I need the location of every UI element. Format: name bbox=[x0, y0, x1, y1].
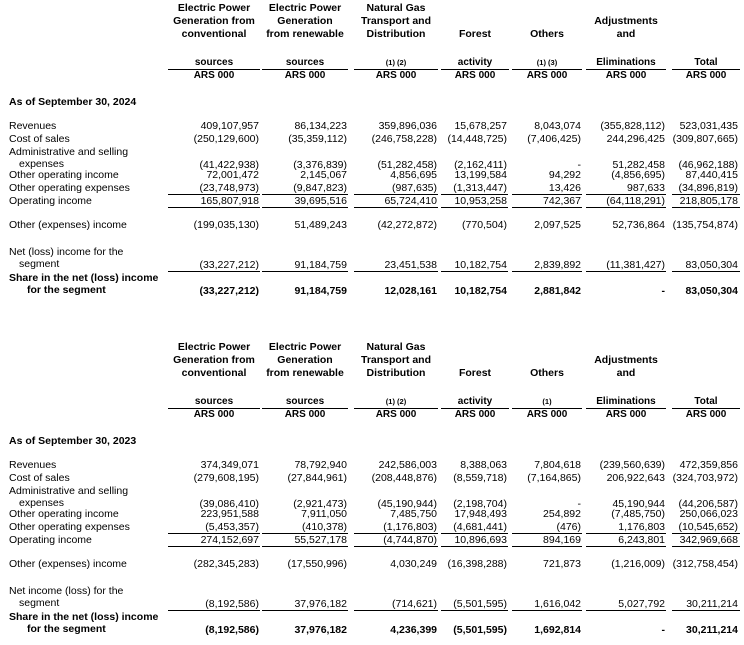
cell-value: (51,282,458) bbox=[377, 159, 437, 171]
cell-value: 78,792,940 bbox=[294, 459, 347, 471]
rule-line bbox=[168, 533, 260, 534]
cell-value: (5,453,357) bbox=[205, 521, 259, 533]
cell-value: (4,856,695) bbox=[611, 169, 665, 181]
cell-value: (35,359,112) bbox=[288, 133, 347, 145]
cell-value: 17,948,493 bbox=[454, 508, 507, 520]
cell-value: (246,758,228) bbox=[371, 133, 437, 145]
rule-line bbox=[512, 207, 582, 208]
cell-value: 83,050,304 bbox=[685, 285, 738, 297]
subheader-others: (1) ARS 000 bbox=[512, 396, 582, 421]
row-label: Cost of sales bbox=[9, 472, 70, 484]
cell-value: 165,807,918 bbox=[200, 195, 259, 207]
cell-value: (33,227,212) bbox=[199, 285, 259, 297]
column-subheaders bbox=[0, 396, 744, 422]
row-label: Revenues bbox=[9, 459, 57, 471]
cell-value: 37,976,182 bbox=[294, 598, 347, 610]
rule-line bbox=[354, 271, 438, 272]
cell-value: (410,378) bbox=[302, 521, 347, 533]
cell-value: 7,485,750 bbox=[390, 508, 437, 520]
header-forest: Forest bbox=[458, 367, 492, 379]
cell-value: (46,962,188) bbox=[678, 159, 738, 171]
table-row bbox=[0, 611, 744, 637]
row-label: Operating income bbox=[9, 534, 92, 546]
rule-line bbox=[586, 207, 666, 208]
column-headers bbox=[0, 339, 744, 395]
cell-value: (355,828,112) bbox=[600, 120, 665, 132]
cell-value: (9,847,823) bbox=[293, 182, 347, 194]
row-label: Net income (loss) for the segment bbox=[9, 585, 124, 609]
cell-value: (324,703,972) bbox=[672, 472, 738, 484]
row-label: Other (expenses) income bbox=[9, 558, 127, 570]
table-row bbox=[0, 219, 744, 232]
cell-value: 359,896,036 bbox=[378, 120, 437, 132]
header-renewable: Electric Power Generation from renewable bbox=[266, 2, 344, 40]
cell-value: (2,162,411) bbox=[454, 159, 507, 171]
header-forest: Forest bbox=[458, 28, 492, 40]
cell-value: (312,758,454) bbox=[672, 558, 738, 570]
row-label: Other operating income bbox=[9, 508, 119, 520]
subheader-total: Total ARS 000 bbox=[672, 396, 740, 421]
cell-value: (1,176,803) bbox=[383, 521, 437, 533]
cell-value: 51,282,458 bbox=[612, 159, 665, 171]
header-conventional: Electric Power Generation from conventional bbox=[173, 341, 255, 379]
row-label: Net (loss) income for the segment bbox=[9, 246, 124, 270]
cell-value: (714,621) bbox=[392, 598, 437, 610]
cell-value: 987,633 bbox=[627, 182, 665, 194]
subheader-adjustments: Eliminations ARS 000 bbox=[586, 57, 666, 82]
subheader-forest: activity ARS 000 bbox=[441, 57, 509, 82]
rule-line bbox=[354, 207, 438, 208]
cell-value: 30,211,214 bbox=[686, 598, 738, 610]
row-label: Administrative and selling expenses bbox=[9, 146, 129, 170]
rule-line bbox=[512, 271, 582, 272]
cell-value: 7,804,618 bbox=[534, 459, 581, 471]
rule-line bbox=[441, 271, 508, 272]
cell-value: 342,969,668 bbox=[679, 534, 738, 546]
cell-value: (5,501,595) bbox=[453, 624, 507, 636]
rule-line bbox=[586, 194, 666, 195]
cell-value: (8,559,718) bbox=[453, 472, 507, 484]
table-row bbox=[0, 120, 744, 133]
cell-value: (3,376,839) bbox=[293, 159, 347, 171]
cell-value: 55,527,178 bbox=[294, 534, 347, 546]
rule-line bbox=[672, 546, 740, 547]
row-label: Other operating expenses bbox=[9, 521, 130, 533]
cell-value: - bbox=[661, 624, 665, 636]
cell-value: 1,176,803 bbox=[618, 521, 665, 533]
rule-line bbox=[354, 610, 438, 611]
cell-value: 10,182,754 bbox=[454, 259, 507, 271]
rule-line bbox=[262, 610, 348, 611]
cell-value: 894,169 bbox=[543, 534, 581, 546]
rule-line bbox=[586, 610, 666, 611]
cell-value: 13,426 bbox=[548, 182, 581, 194]
rule-line bbox=[672, 610, 740, 611]
cell-value: 37,976,182 bbox=[294, 624, 347, 636]
cell-value: 12,028,161 bbox=[384, 285, 437, 297]
cell-value: (41,422,938) bbox=[199, 159, 259, 171]
cell-value: - bbox=[577, 159, 581, 171]
cell-value: 223,951,588 bbox=[200, 508, 259, 520]
header-adjustments: Adjustments and bbox=[594, 15, 658, 40]
cell-value: (34,896,819) bbox=[678, 182, 738, 194]
cell-value: 8,388,063 bbox=[460, 459, 507, 471]
cell-value: (8,192,586) bbox=[205, 598, 259, 610]
table-row bbox=[0, 472, 744, 485]
cell-value: 523,031,435 bbox=[679, 120, 738, 132]
cell-value: 39,695,516 bbox=[294, 195, 347, 207]
cell-value: 2,881,842 bbox=[534, 285, 581, 297]
rule-line bbox=[262, 533, 348, 534]
cell-value: 13,199,584 bbox=[454, 169, 507, 181]
header-renewable: Electric Power Generation from renewable bbox=[266, 341, 344, 379]
cell-value: 1,692,814 bbox=[534, 624, 581, 636]
cell-value: 4,030,249 bbox=[390, 558, 437, 570]
cell-value: (2,921,473) bbox=[293, 498, 347, 510]
header-adjustments: Adjustments and bbox=[594, 354, 658, 379]
cell-value: 374,349,071 bbox=[200, 459, 259, 471]
row-label: Operating income bbox=[9, 195, 92, 207]
column-subheaders bbox=[0, 57, 744, 83]
cell-value: (987,635) bbox=[392, 182, 437, 194]
cell-value: (7,164,865) bbox=[527, 472, 581, 484]
cell-value: 15,678,257 bbox=[454, 120, 507, 132]
rule-line bbox=[672, 207, 740, 208]
cell-value: 72,001,472 bbox=[206, 169, 259, 181]
cell-value: 2,097,525 bbox=[534, 219, 581, 231]
cell-value: 7,911,050 bbox=[301, 508, 347, 520]
cell-value: (44,206,587) bbox=[678, 498, 738, 510]
cell-value: (4,744,870) bbox=[383, 534, 437, 546]
table-row bbox=[0, 558, 744, 571]
cell-value: 1,616,042 bbox=[534, 598, 581, 610]
header-gas: Natural Gas Transport and Distribution bbox=[360, 2, 431, 40]
cell-value: (16,398,288) bbox=[447, 558, 507, 570]
cell-value: 721,873 bbox=[543, 558, 581, 570]
cell-value: 4,236,399 bbox=[390, 624, 437, 636]
rule-line bbox=[168, 271, 260, 272]
subheader-total: Total ARS 000 bbox=[672, 57, 740, 82]
cell-value: (199,035,130) bbox=[193, 219, 259, 231]
table-row bbox=[0, 169, 744, 182]
cell-value: 10,953,258 bbox=[454, 195, 507, 207]
period-heading: As of September 30, 2024 bbox=[9, 96, 137, 108]
cell-value: - bbox=[661, 285, 665, 297]
cell-value: 94,292 bbox=[548, 169, 581, 181]
cell-value: 274,152,697 bbox=[200, 534, 259, 546]
subheader-forest: activity ARS 000 bbox=[441, 396, 509, 421]
cell-value: 23,451,538 bbox=[384, 259, 437, 271]
cell-value: 52,736,864 bbox=[612, 219, 665, 231]
cell-value: 30,211,214 bbox=[686, 624, 738, 636]
subheader-renewable: sources ARS 000 bbox=[262, 57, 348, 82]
row-label: Share in the net (loss) income for the segment bbox=[9, 272, 159, 296]
header-gas: Natural Gas Transport and Distribution bbox=[360, 341, 431, 379]
rule-line bbox=[441, 610, 508, 611]
rule-line bbox=[262, 271, 348, 272]
cell-value: 4,856,695 bbox=[390, 169, 437, 181]
cell-value: (239,560,639) bbox=[599, 459, 665, 471]
period-heading: As of September 30, 2023 bbox=[9, 435, 137, 447]
rule-line bbox=[672, 533, 740, 534]
subheader-conventional: sources ARS 000 bbox=[168, 57, 260, 82]
row-label: Other operating income bbox=[9, 169, 119, 181]
cell-value: (27,844,961) bbox=[287, 472, 347, 484]
cell-value: (1,216,009) bbox=[611, 558, 665, 570]
rule-line bbox=[586, 533, 666, 534]
subheader-others: (1) (3) ARS 000 bbox=[512, 57, 582, 82]
table-row bbox=[0, 585, 744, 611]
subheader-adjustments: Eliminations ARS 000 bbox=[586, 396, 666, 421]
header-conventional: Electric Power Generation from conventional bbox=[173, 2, 255, 40]
cell-value: (4,681,441) bbox=[453, 521, 507, 533]
rule-line bbox=[168, 546, 260, 547]
cell-value: 8,043,074 bbox=[534, 120, 581, 132]
cell-value: (7,406,425) bbox=[527, 133, 581, 145]
cell-value: 10,182,754 bbox=[454, 285, 507, 297]
rule-line bbox=[512, 546, 582, 547]
cell-value: (7,485,750) bbox=[611, 508, 665, 520]
subheader-renewable: sources ARS 000 bbox=[262, 396, 348, 421]
cell-value: 218,805,178 bbox=[679, 195, 738, 207]
cell-value: 742,367 bbox=[543, 195, 581, 207]
cell-value: 409,107,957 bbox=[200, 120, 259, 132]
cell-value: (770,504) bbox=[462, 219, 507, 231]
rule-line bbox=[354, 546, 438, 547]
rule-line bbox=[441, 546, 508, 547]
rule-line bbox=[354, 194, 438, 195]
subheader-conventional: sources ARS 000 bbox=[168, 396, 260, 421]
table-row bbox=[0, 246, 744, 272]
rule-line bbox=[512, 610, 582, 611]
rule-line bbox=[441, 533, 508, 534]
header-others: Others bbox=[530, 28, 564, 40]
cell-value: (17,550,996) bbox=[287, 558, 347, 570]
cell-value: 45,190,944 bbox=[612, 498, 665, 510]
cell-value: 51,489,243 bbox=[294, 219, 347, 231]
cell-value: (250,129,600) bbox=[193, 133, 259, 145]
rule-line bbox=[512, 194, 582, 195]
cell-value: 83,050,304 bbox=[685, 259, 738, 271]
cell-value: (11,381,427) bbox=[606, 259, 665, 271]
row-label: Revenues bbox=[9, 120, 57, 132]
cell-value: (135,754,874) bbox=[672, 219, 738, 231]
rule-line bbox=[168, 610, 260, 611]
cell-value: 2,839,892 bbox=[534, 259, 581, 271]
rule-line bbox=[672, 194, 740, 195]
row-label: Administrative and selling expenses bbox=[9, 485, 129, 509]
subheader-gas: (1) (2) ARS 000 bbox=[354, 396, 438, 421]
rule-line bbox=[672, 271, 740, 272]
cell-value: - bbox=[577, 498, 581, 510]
cell-value: 86,134,223 bbox=[294, 120, 347, 132]
cell-value: (5,501,595) bbox=[453, 598, 507, 610]
cell-value: 242,586,003 bbox=[378, 459, 437, 471]
cell-value: (2,198,704) bbox=[453, 498, 507, 510]
row-label: Other operating expenses bbox=[9, 182, 130, 194]
rule-line bbox=[441, 207, 508, 208]
cell-value: 5,027,792 bbox=[618, 598, 665, 610]
cell-value: 91,184,759 bbox=[294, 285, 347, 297]
rule-line bbox=[441, 194, 508, 195]
table-row bbox=[0, 508, 744, 521]
rule-line bbox=[262, 194, 348, 195]
rule-line bbox=[262, 207, 348, 208]
cell-value: 10,896,693 bbox=[454, 534, 507, 546]
cell-value: (279,608,195) bbox=[193, 472, 259, 484]
table-row bbox=[0, 133, 744, 146]
cell-value: 91,184,759 bbox=[294, 259, 347, 271]
cell-value: 206,922,643 bbox=[606, 472, 665, 484]
rule-line bbox=[262, 546, 348, 547]
cell-value: 254,892 bbox=[543, 508, 581, 520]
cell-value: (45,190,944) bbox=[377, 498, 437, 510]
cell-value: 65,724,410 bbox=[384, 195, 437, 207]
subheader-gas: (1) (2) ARS 000 bbox=[354, 57, 438, 82]
cell-value: (8,192,586) bbox=[205, 624, 259, 636]
cell-value: (476) bbox=[556, 521, 581, 533]
cell-value: 2,145,067 bbox=[300, 169, 347, 181]
table-row bbox=[0, 272, 744, 298]
rule-line bbox=[512, 533, 582, 534]
cell-value: (10,545,652) bbox=[678, 521, 738, 533]
cell-value: 244,296,425 bbox=[606, 133, 665, 145]
cell-value: (39,086,410) bbox=[199, 498, 259, 510]
cell-value: (64,118,291) bbox=[606, 195, 665, 207]
row-label: Other (expenses) income bbox=[9, 219, 127, 231]
rule-line bbox=[168, 207, 260, 208]
cell-value: (282,345,283) bbox=[193, 558, 259, 570]
cell-value: (14,448,725) bbox=[447, 133, 507, 145]
row-label: Cost of sales bbox=[9, 133, 70, 145]
cell-value: (208,448,876) bbox=[371, 472, 437, 484]
rule-line bbox=[586, 546, 666, 547]
header-others: Others bbox=[530, 367, 564, 379]
cell-value: 250,066,023 bbox=[679, 508, 738, 520]
cell-value: 87,440,415 bbox=[685, 169, 738, 181]
cell-value: (1,313,447) bbox=[453, 182, 507, 194]
cell-value: (33,227,212) bbox=[199, 259, 259, 271]
column-headers bbox=[0, 0, 744, 56]
cell-value: (23,748,973) bbox=[199, 182, 259, 194]
rule-line bbox=[586, 271, 666, 272]
rule-line bbox=[168, 194, 260, 195]
cell-value: (309,807,665) bbox=[672, 133, 738, 145]
rule-line bbox=[354, 533, 438, 534]
cell-value: (42,272,872) bbox=[377, 219, 437, 231]
row-label: Share in the net (loss) income for the segment bbox=[9, 611, 159, 635]
cell-value: 6,243,801 bbox=[618, 534, 665, 546]
cell-value: 472,359,856 bbox=[679, 459, 738, 471]
table-row bbox=[0, 459, 744, 472]
